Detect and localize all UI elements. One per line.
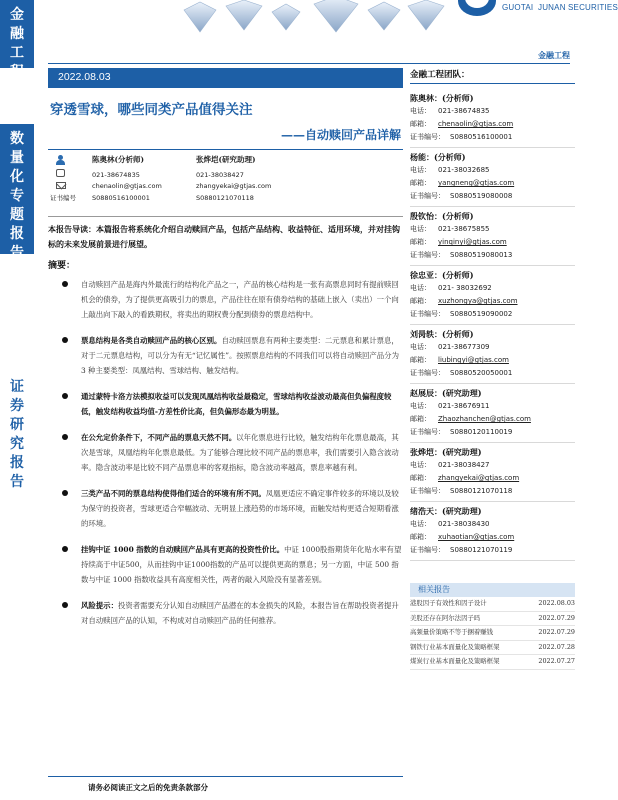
member-email-link[interactable]: Zhaozhanchen@gtjas.com: [438, 415, 531, 423]
bullet-lead: 票息结构是各类自动赎回产品的核心区别。: [81, 336, 222, 345]
member-email-row: [410, 118, 575, 131]
member-cert: S0880120110019: [450, 428, 513, 436]
bullet-dot-icon: [62, 490, 68, 496]
member-cert-row: [410, 367, 575, 380]
member-phone: 021-38675855: [438, 225, 490, 233]
mail-icon: [56, 182, 66, 189]
summary-bullet: [48, 486, 403, 531]
member-email-link[interactable]: liubingyi@gtjas.com: [438, 356, 509, 364]
band-quant-char: 化: [10, 169, 24, 185]
member-phone-row: [410, 223, 575, 236]
team-title: 金融工程团队：: [410, 70, 470, 80]
member-phone: 021-38038427: [438, 461, 490, 469]
bullet-text: 自动赎回产品是海内外最流行的结构化产品之一，产品的核心结构是一张有高票息同时有提前赎回机会的债券，为了提供更高吸引力的票息，产品往往在原有债券结构的基础上嵌入（卖出）一个向上敲出向下敲入的看跌期权，将卖出的期权费分配到债券的票息结构中。: [81, 280, 399, 319]
email-label: 邮箱：: [410, 415, 431, 423]
band-section-quant-report: [0, 124, 34, 261]
member-name: 绪浩天：(研究助理): [410, 506, 482, 516]
summary-heading: 摘要：: [48, 261, 76, 271]
band-quant-char: 题: [10, 207, 24, 223]
page-header: [34, 0, 618, 46]
member-email-link[interactable]: yangneng@gtjas.com: [438, 179, 515, 187]
member-phone-row: [410, 400, 575, 413]
bullet-dot-icon: [62, 337, 68, 343]
member-email-row: [410, 177, 575, 190]
band-quant-char: 量: [10, 150, 24, 166]
band-quant-char: 告: [10, 245, 24, 261]
related-report-date: 2022.07.29: [538, 628, 575, 636]
member-phone-row: [410, 164, 575, 177]
report-subtitle: ——自动赎回产品详解: [280, 128, 401, 142]
member-divider: [410, 147, 575, 148]
member-cert-row: [410, 426, 575, 439]
bullet-lead: 在公允定价条件下，不同产品的票息天然不同。: [81, 433, 237, 442]
diamond-banner-image: [164, 0, 454, 34]
email-label: 邮箱：: [410, 179, 431, 187]
team-member: [410, 92, 575, 148]
related-report-item[interactable]: [410, 655, 575, 670]
cert-row-label: 证书编号：: [410, 133, 445, 141]
summary-bullet: [48, 598, 403, 628]
related-reports-title: 相关报告: [410, 583, 575, 597]
member-email-link[interactable]: chenaolin@gtjas.com: [438, 120, 514, 128]
team-sidebar: [410, 68, 575, 670]
member-cert-row: [410, 190, 575, 203]
related-reports: [410, 583, 575, 670]
guotai-junan-logo: [458, 0, 618, 26]
bullet-text: 中证 1000股指期货年化贴水率有望持续高于中证500，从而挂钩中证1000指数的产品可以提供更高的票息；另一方面，中证 500 指数与中证 1000 指数收益具有高度相关性，两者的敲入风险没有显著差别。: [81, 545, 402, 584]
band-finance-char: 程: [10, 64, 24, 80]
band-research-char: 研: [10, 417, 24, 433]
left-band: [0, 0, 34, 800]
phone-label: 电话：: [410, 343, 431, 351]
summary-bullets: [48, 277, 403, 628]
member-phone: 021-38032685: [438, 166, 490, 174]
team-divider: [410, 83, 575, 84]
analyst-1-phone: 021-38674835: [92, 170, 140, 179]
team-member: [410, 151, 575, 207]
phone-label: 电话：: [410, 402, 431, 410]
band-quant-char: 数: [10, 131, 24, 147]
member-cert-row: [410, 249, 575, 262]
cert-row-label: 证书编号：: [410, 251, 445, 259]
summary-bullet: [48, 542, 403, 587]
member-phone: 021- 38032692: [438, 284, 492, 292]
email-label: 邮箱：: [410, 356, 431, 364]
member-cert: S0880520050001: [450, 369, 513, 377]
summary-bullet: [48, 430, 403, 475]
analyst-1-cert: S0880516100001: [92, 193, 150, 202]
member-phone: 021-38677309: [438, 343, 490, 351]
phone-icon: [56, 169, 65, 177]
summary-bullet: [48, 333, 403, 378]
member-cert-row: [410, 308, 575, 321]
member-name: 杨能：(分析师): [410, 152, 466, 162]
bullet-dot-icon: [62, 602, 68, 608]
cert-row-label: 证书编号：: [410, 546, 445, 554]
title-divider: [48, 149, 403, 150]
team-member-list: [410, 92, 575, 561]
bullet-lead: 三类产品不同的票息结构使得他们适合的环境有所不同。: [81, 489, 266, 498]
analyst-divider: [48, 216, 403, 217]
summary-bullet: [48, 277, 403, 322]
member-name: 刘昺轶：(分析师): [410, 329, 474, 339]
team-member: [410, 269, 575, 325]
member-cert-row: [410, 131, 575, 144]
member-cert: S0880519090002: [450, 310, 513, 318]
bullet-text: 投资者需要充分认知自动赎回产品潜在的本金损失的风险，本报告旨在帮助投资者提升对自动赎回产品的认知，不构成对自动赎回产品的任何推荐。: [81, 601, 399, 625]
member-name: 陈奥林：(分析师): [410, 93, 474, 103]
member-divider: [410, 501, 575, 502]
band-quant-char: 报: [10, 226, 24, 242]
analyst-1-email[interactable]: chenaolin@gtjas.com: [92, 182, 162, 190]
band-finance-char: 融: [10, 26, 24, 42]
band-research-char: 证: [10, 379, 24, 395]
member-cert-row: [410, 485, 575, 498]
analyst-2-email[interactable]: zhangyekai@gtjas.com: [196, 182, 272, 190]
team-member: [410, 328, 575, 384]
bullet-dot-icon: [62, 393, 68, 399]
bullet-dot-icon: [62, 434, 68, 440]
team-member: [410, 505, 575, 561]
member-phone: 021-38674835: [438, 107, 490, 115]
member-email-row: [410, 472, 575, 485]
analyst-1-name: 陈奥林(分析师): [92, 155, 145, 164]
member-name: 张烨垲：(研究助理): [410, 447, 482, 457]
member-cert-row: [410, 544, 575, 557]
related-report-date: 2022.07.29: [538, 613, 575, 622]
member-phone-row: [410, 282, 575, 295]
related-report-date: 2022.08.03: [538, 599, 575, 607]
band-research-char: 告: [10, 474, 24, 490]
member-divider: [410, 383, 575, 384]
member-email-row: [410, 413, 575, 426]
member-phone-row: [410, 341, 575, 354]
summary-bullet: [48, 389, 403, 419]
cert-row-label: 证书编号：: [410, 428, 445, 436]
member-email-row: [410, 354, 575, 367]
analyst-1: [92, 154, 162, 204]
disclaimer-footer: 请务必阅读正文之后的免责条款部分: [88, 783, 208, 792]
cert-row-label: 证书编号：: [410, 487, 445, 495]
related-report-title: 钢铁行业基本面量化及策略框架: [410, 642, 500, 651]
report-title: 穿透雪球，哪些同类产品值得关注: [50, 102, 253, 118]
band-finance-char: 工: [10, 45, 24, 61]
member-cert: S0880516100001: [450, 133, 513, 141]
bullet-text: 凤凰更适应不确定事件较多的环境以及较为保守的投资者，雪球更适合窄幅波动、无明显上涨趋势的市场环境，而触发结构更适合短期看涨的环境。: [81, 489, 399, 528]
member-cert: S0880121070119: [450, 546, 513, 554]
logo-word-guotai: GUOTAI: [502, 3, 534, 12]
bullet-text: 以年化票息进行比较，触发结构年化票息最高，其次是雪球，凤凰结构年化票息最低。为了能够合理比较不同产品的票息率，我们需要引入隐含波动率。隐含波动率是比较不同产品票息率的客观指标，隐含波动率越高，票息率越有利。: [81, 433, 399, 472]
related-report-item[interactable]: [410, 612, 575, 627]
analyst-2-cert: S0880121070118: [196, 193, 254, 202]
band-research-char: 券: [10, 398, 24, 414]
phone-label: 电话：: [410, 520, 431, 528]
phone-label: 电话：: [410, 284, 431, 292]
related-report-title: 高频量价策略不等于捆着赚钱: [410, 628, 494, 636]
email-label: 邮箱：: [410, 297, 431, 305]
member-cert: S0880519080013: [450, 251, 513, 259]
email-label: 邮箱：: [410, 120, 431, 128]
bullet-lead: 通过蒙特卡洛方法模拟收益可以发现凤凰结构收益最稳定，雪球结构收益波动最高但负偏程度较低，触发结构收益均值-方差性价比高，但负偏形态最为明显。: [81, 392, 392, 416]
member-email-row: [410, 295, 575, 308]
band-research-char: 究: [10, 436, 24, 452]
member-phone: 021-38038430: [438, 520, 490, 528]
team-member: [410, 387, 575, 443]
member-phone-row: [410, 459, 575, 472]
member-name: 殷钦怡：(分析师): [410, 211, 474, 221]
band-quant-char: 专: [10, 188, 24, 204]
logo-word-junan: JUNAN: [538, 3, 566, 12]
member-phone-row: [410, 518, 575, 531]
member-email-link[interactable]: xuhaotian@gtjas.com: [438, 533, 515, 541]
member-email-link[interactable]: xuzhongya@gtjas.com: [438, 297, 518, 305]
related-report-date: 2022.07.28: [538, 642, 575, 651]
member-name: 徐忠亚：(分析师): [410, 270, 474, 280]
analyst-block: [48, 154, 403, 216]
report-date: 2022.08.03: [58, 71, 111, 83]
member-divider: [410, 560, 575, 561]
related-report-item[interactable]: [410, 626, 575, 641]
analyst-2: [196, 154, 271, 204]
analyst-2-name: 张烨垲(研究助理): [196, 155, 256, 164]
band-section-securities-research: [0, 374, 34, 492]
member-email-link[interactable]: yinqinyi@gtjas.com: [438, 238, 507, 246]
category-label: 金融工程: [538, 50, 570, 60]
related-report-title: 煤炭行业基本面量化及策略框架: [410, 657, 500, 665]
band-section-finance-engineering: [0, 0, 34, 80]
cert-row-label: 证书编号：: [410, 369, 445, 377]
logo-word-securities: SECURITIES: [568, 3, 618, 12]
phone-label: 电话：: [410, 461, 431, 469]
member-name: 赵展辰：(研究助理): [410, 388, 482, 398]
phone-label: 电话：: [410, 225, 431, 233]
main-column: [48, 68, 403, 639]
footer-divider: [48, 776, 403, 777]
related-report-item[interactable]: [410, 641, 575, 656]
phone-label: 电话：: [410, 166, 431, 174]
team-member: [410, 210, 575, 266]
report-guide: 本报告导读：本篇报告将系统化介绍自动赎回产品，包括产品结构、收益特征、适用环境，并对挂钩标的未来发展前景进行展望。: [48, 224, 400, 249]
phone-label: 电话：: [410, 107, 431, 115]
related-report-list: [410, 597, 575, 670]
member-phone-row: [410, 105, 575, 118]
email-label: 邮箱：: [410, 533, 431, 541]
member-phone: 021-38676911: [438, 402, 490, 410]
bullet-lead: 风险提示：: [81, 601, 118, 610]
bullet-dot-icon: [62, 546, 68, 552]
band-finance-char: 金: [10, 7, 24, 23]
member-divider: [410, 265, 575, 266]
member-email-row: [410, 236, 575, 249]
member-divider: [410, 324, 575, 325]
analyst-2-phone: 021-38038427: [196, 170, 244, 179]
band-research-char: 报: [10, 455, 24, 471]
related-report-title: 美股还存在阿尔法因子吗: [410, 613, 481, 622]
member-cert: S0880519080008: [450, 192, 513, 200]
header-divider: [48, 63, 570, 64]
cert-label: 证书编号: [50, 194, 76, 202]
email-label: 邮箱：: [410, 238, 431, 246]
member-cert: S0880121070118: [450, 487, 513, 495]
member-email-link[interactable]: zhangyekai@gtjas.com: [438, 474, 520, 482]
team-member: [410, 446, 575, 502]
email-label: 邮箱：: [410, 474, 431, 482]
member-divider: [410, 442, 575, 443]
bullet-dot-icon: [62, 281, 68, 287]
member-email-row: [410, 531, 575, 544]
bullet-text: 自动赎回票息有两种主要类型：二元票息和累计票息，对于二元票息结构，可以分为有无“记忆属性”。按照票息结构的不同我们可以将自动赎回产品分为 3 种主要类型：凤凰结构、雪球结构、触发结构。: [81, 336, 399, 375]
related-report-date: 2022.07.27: [538, 657, 575, 665]
date-bar: [48, 68, 403, 88]
related-report-title: 港股因子有效性和因子设计: [410, 599, 487, 607]
cert-row-label: 证书编号：: [410, 192, 445, 200]
person-icon: [56, 155, 65, 165]
member-divider: [410, 206, 575, 207]
cert-row-label: 证书编号：: [410, 310, 445, 318]
related-report-item[interactable]: [410, 597, 575, 612]
bullet-lead: 挂钩中证 1000 指数的自动赎回产品具有更高的投资性价比。: [81, 545, 285, 554]
